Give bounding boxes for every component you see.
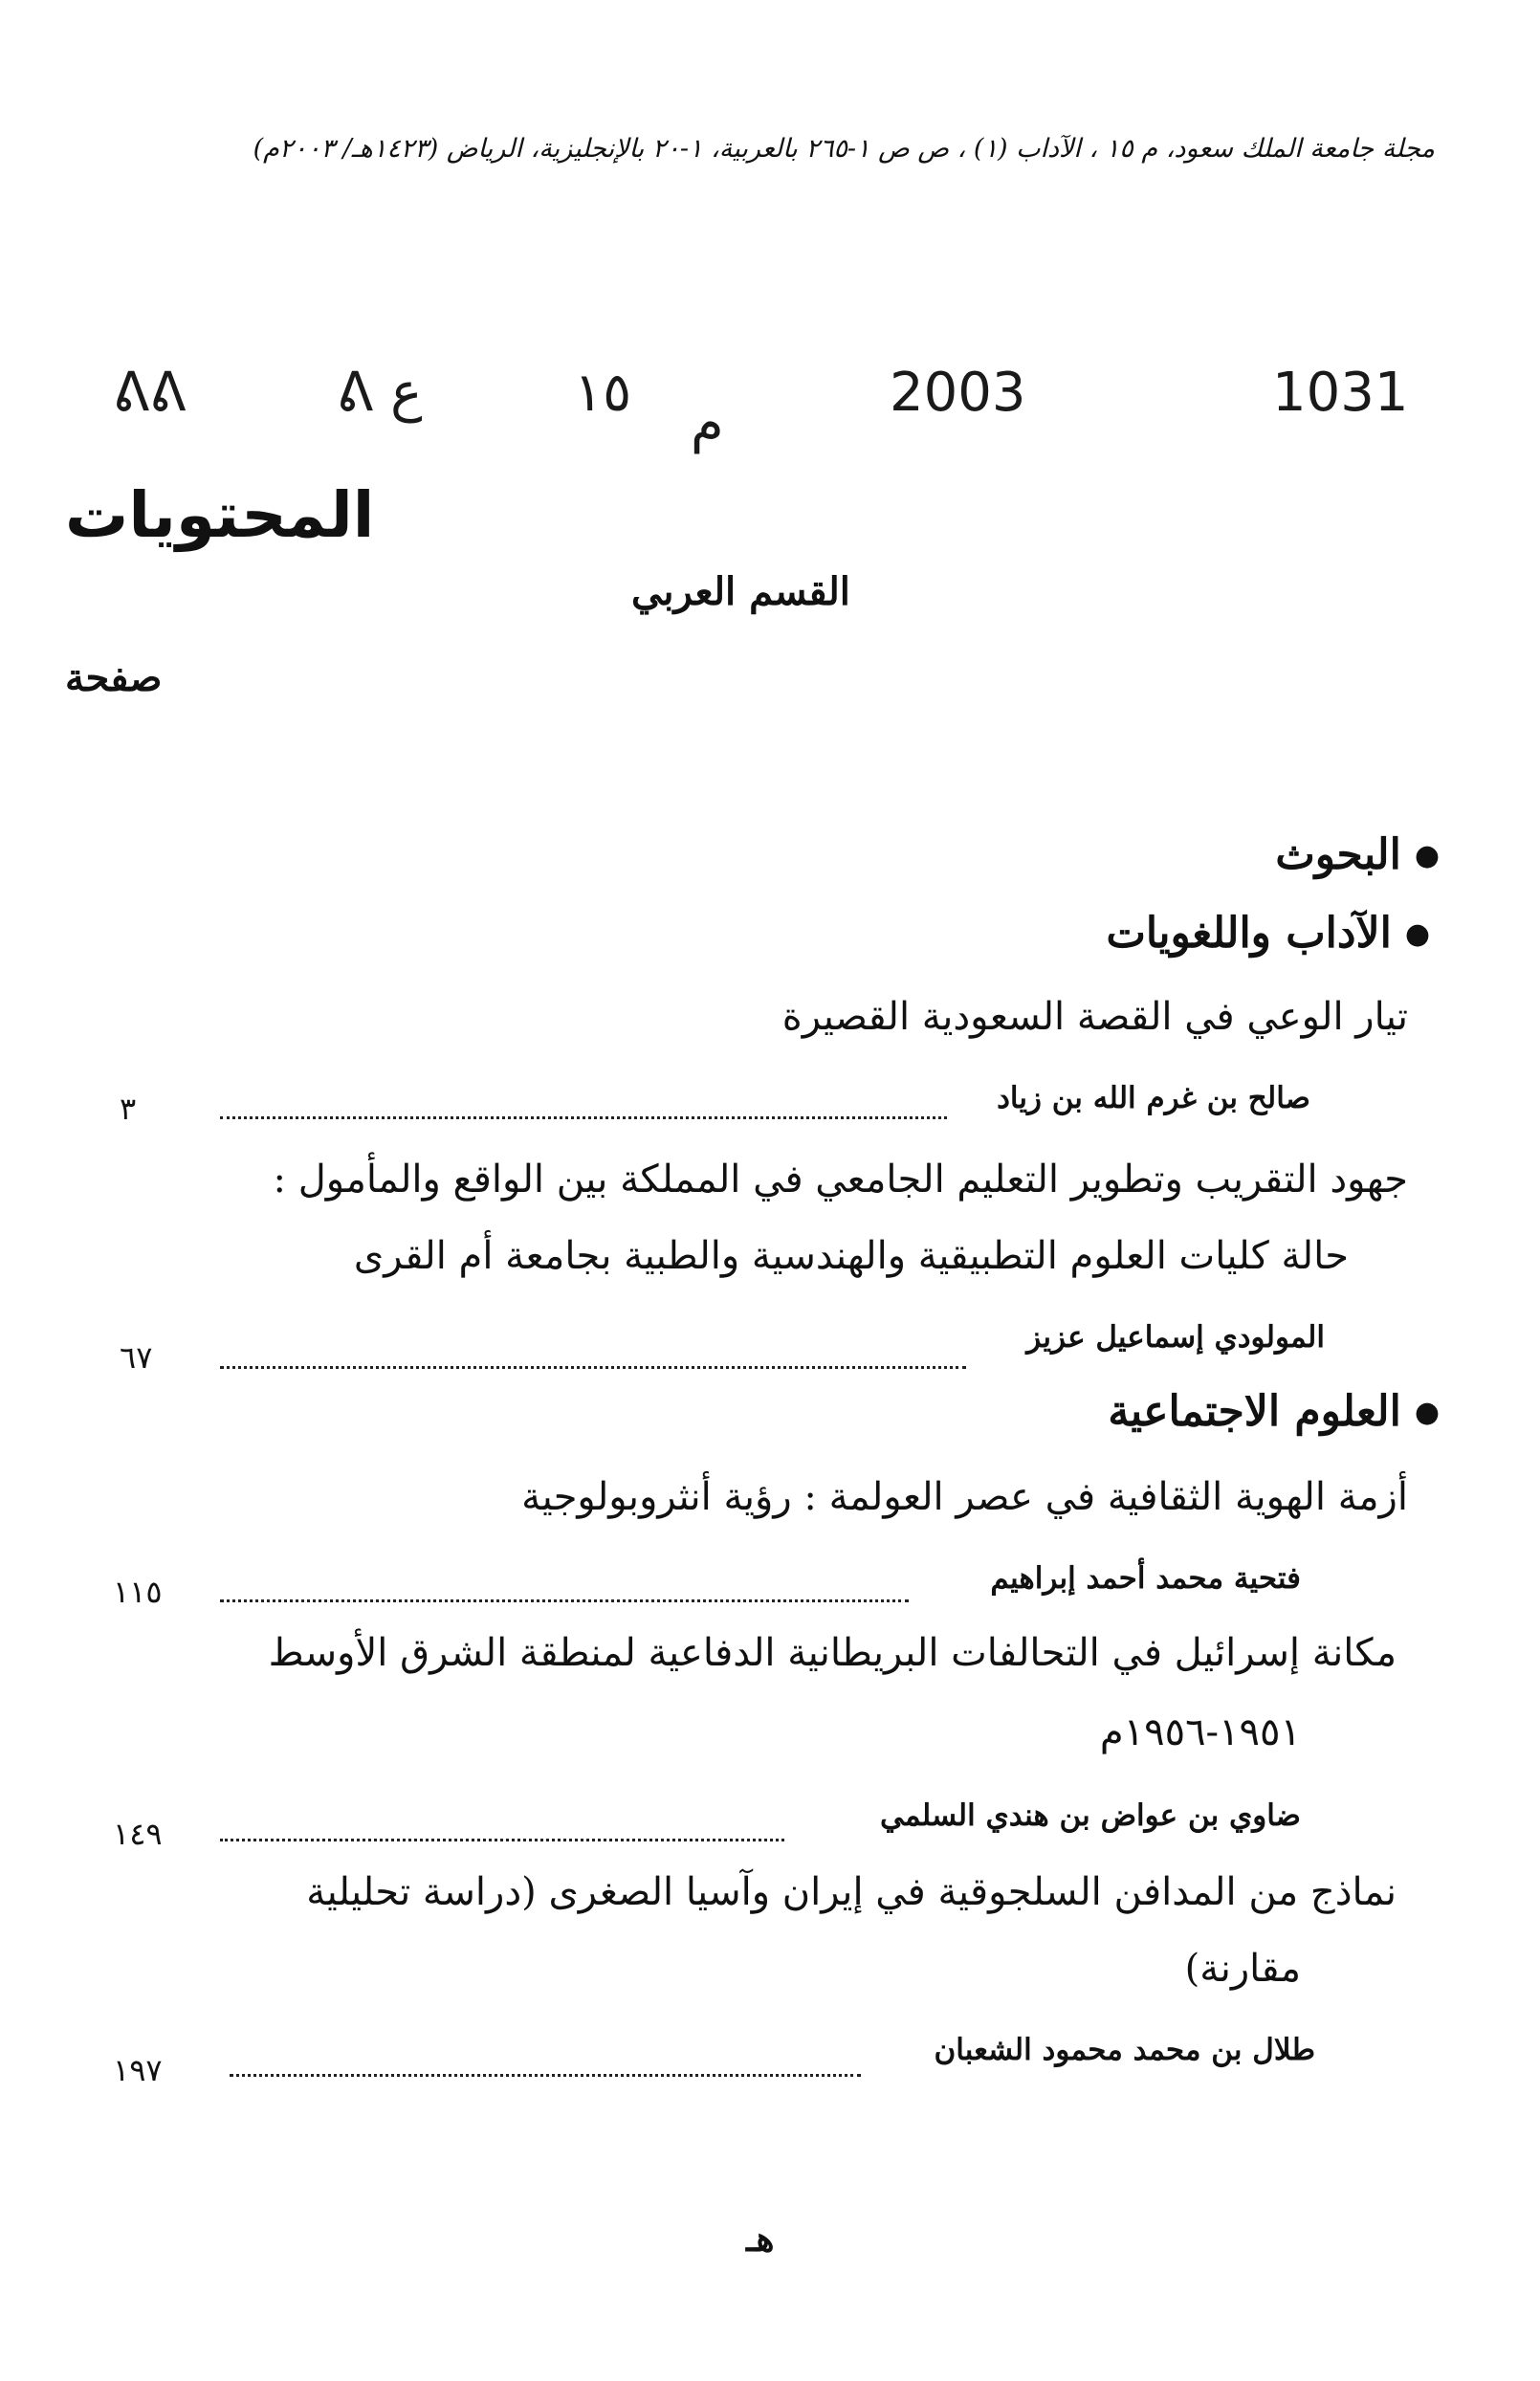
toc-entry-title-continued: ١٩٥١-١٩٥٦م bbox=[1099, 1710, 1301, 1754]
toc-entry-title: جهود التقريب وتطوير التعليم الجامعي في المملكة بين الواقع والمأمول : bbox=[273, 1157, 1408, 1202]
toc-entry-author: صالح بن غرم الله بن زياد bbox=[997, 1081, 1310, 1115]
toc-entry-author: ضاوي بن عواض بن هندي السلمي bbox=[880, 1798, 1301, 1833]
handwritten-note-6: 1031 bbox=[1272, 362, 1409, 424]
handwritten-note-2: ᕕ ع bbox=[337, 362, 423, 424]
toc-entry-page: ١١٥ bbox=[113, 1574, 163, 1610]
dot-leader bbox=[220, 1366, 966, 1369]
journal-citation: مجلة جامعة الملك سعود، م ١٥ ، الآداب (١) ، ص ص ١-٢٦٥ بالعربية، ١-٢٠ بالإنجليزية، الرياض (١٤٢٣هـ/ ٢٠٠٣م) bbox=[253, 134, 1435, 164]
research-heading: ● البحوث bbox=[1275, 830, 1440, 879]
handwritten-note-4: م bbox=[691, 392, 724, 454]
toc-entry-page: ٦٧ bbox=[120, 1339, 153, 1376]
handwritten-note-1: ᕕᕕ bbox=[113, 362, 187, 424]
handwritten-note-5: 2003 bbox=[890, 362, 1026, 424]
toc-entry-title: مكانة إسرائيل في التحالفات البريطانية الدفاعية لمنطقة الشرق الأوسط bbox=[268, 1631, 1397, 1675]
dot-leader bbox=[220, 1599, 909, 1602]
toc-entry-title: أزمة الهوية الثقافية في عصر العولمة : رؤية أنثروبولوجية bbox=[521, 1475, 1408, 1519]
toc-entry-author: فتحية محمد أحمد إبراهيم bbox=[990, 1561, 1301, 1596]
dot-leader bbox=[230, 2074, 861, 2077]
literature-heading: ● الآداب واللغويات bbox=[1106, 909, 1430, 958]
social-heading: ● العلوم الاجتماعية bbox=[1108, 1387, 1440, 1436]
page-title: المحتويات bbox=[65, 478, 375, 552]
toc-entry-title-continued: حالة كليات العلوم التطبيقية والهندسية والطبية بجامعة أم القرى bbox=[353, 1234, 1349, 1278]
section-title: القسم العربي bbox=[631, 569, 850, 614]
dot-leader bbox=[220, 1116, 947, 1119]
toc-entry-title: تيار الوعي في القصة السعودية القصيرة bbox=[781, 995, 1408, 1039]
toc-entry-page: ١٩٧ bbox=[113, 2052, 163, 2088]
toc-entry-author: طلال بن محمد محمود الشعبان bbox=[934, 2033, 1315, 2067]
toc-entry-author: المولودي إسماعيل عزيز bbox=[1026, 1320, 1325, 1355]
toc-entry-page: ١٤٩ bbox=[113, 1816, 163, 1852]
toc-entry-page: ٣ bbox=[120, 1091, 137, 1127]
toc-entry-title-continued: مقارنة) bbox=[1184, 1947, 1301, 1991]
page-marker: هـ bbox=[746, 2219, 775, 2260]
toc-entry-title: نماذج من المدافن السلجوقية في إيران وآسيا الصغرى (دراسة تحليلية bbox=[306, 1870, 1397, 1914]
handwritten-note-3: ١٥ bbox=[574, 362, 632, 424]
dot-leader bbox=[220, 1839, 784, 1841]
page-column-label: صفحة bbox=[65, 655, 163, 700]
